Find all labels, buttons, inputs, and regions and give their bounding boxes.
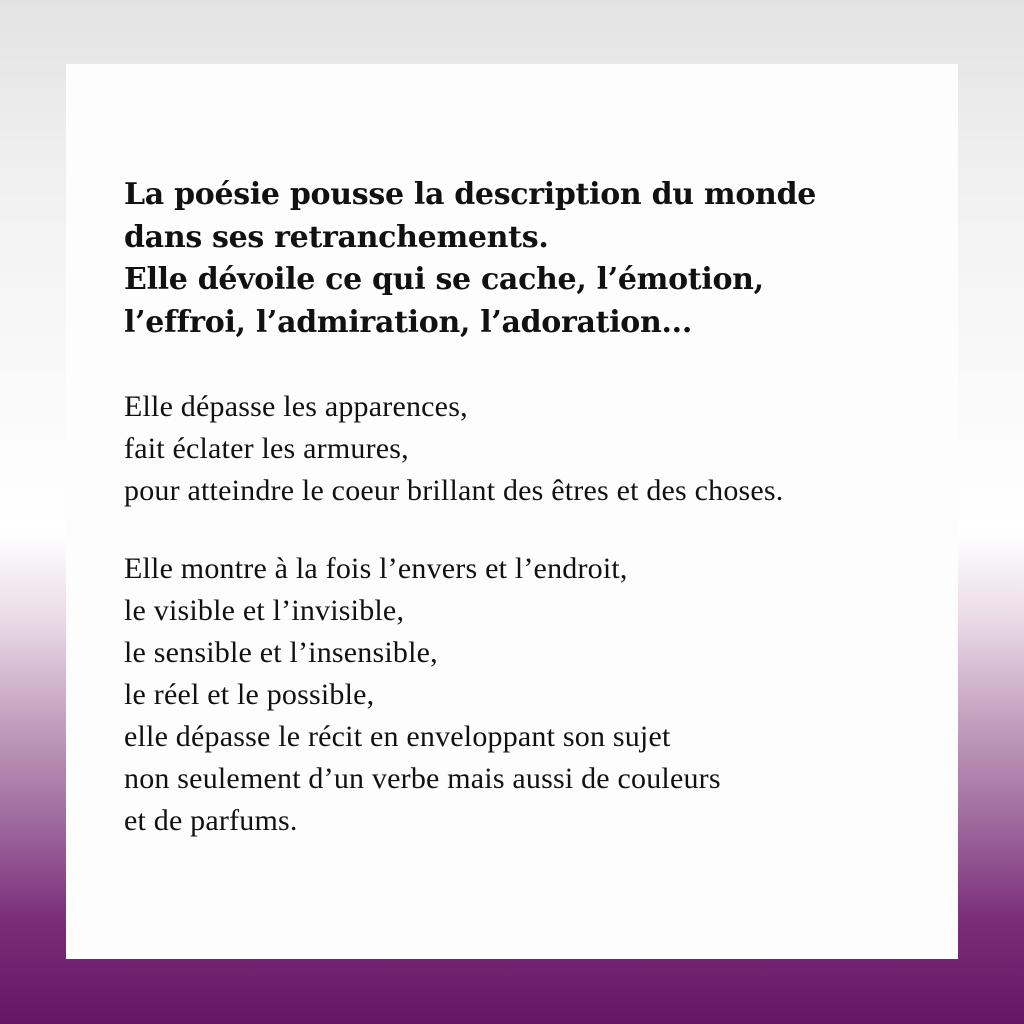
verse-line: pour atteindre le coeur brillant des êtres et des choses. bbox=[124, 474, 784, 507]
verse-line: fait éclater les armures, bbox=[124, 432, 409, 465]
verse-line: elle dépasse le récit en enveloppant son sujet bbox=[124, 720, 671, 753]
verse-line: le visible et l’invisible, bbox=[124, 594, 405, 627]
verse-line: le réel et le possible, bbox=[124, 678, 375, 711]
verse-line: et de parfums. bbox=[124, 804, 298, 837]
stanza-one bbox=[124, 386, 924, 512]
lead-line: Elle dévoile ce qui se cache, l’émotion, bbox=[124, 262, 764, 297]
poem-text-block bbox=[124, 174, 924, 842]
text-card bbox=[66, 64, 958, 959]
lead-line: La poésie pousse la description du monde bbox=[124, 177, 817, 212]
verse-line: Elle dépasse les apparences, bbox=[124, 390, 468, 423]
lead-line: dans ses retranchements. bbox=[124, 219, 549, 255]
verse-line: non seulement d’un verbe mais aussi de couleurs bbox=[124, 762, 721, 795]
stanza-two bbox=[124, 548, 924, 842]
lead-paragraph bbox=[124, 174, 924, 344]
verse-line: le sensible et l’insensible, bbox=[124, 636, 438, 669]
lead-line: l’effroi, l’admiration, l’adoration... bbox=[124, 304, 692, 340]
verse-line: Elle montre à la fois l’envers et l’endroit, bbox=[124, 552, 628, 585]
